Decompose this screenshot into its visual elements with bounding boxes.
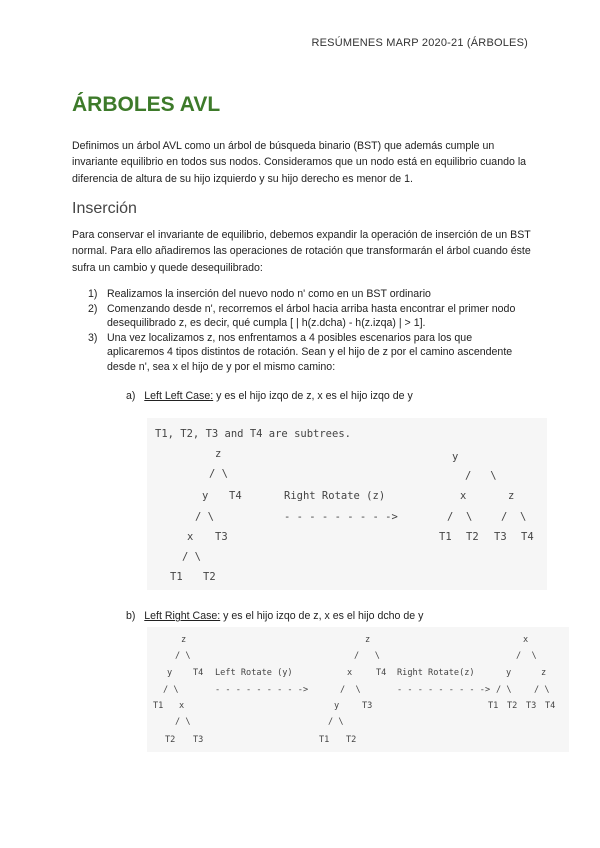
tree-edge: / \ xyxy=(340,685,361,695)
tree-node-t1: T1 xyxy=(170,571,183,583)
list-item xyxy=(72,287,522,302)
tree-node-z: z xyxy=(365,635,371,645)
tree-node-t1: T1 xyxy=(488,701,499,711)
intro-paragraph: Definimos un árbol AVL como un árbol de búsqueda binario (BST) que además cumple un invariante equilibrio en todos sus nodos. Consideramos que un nodo está en equilibrio cuando la diferencia de altura de su hijo izquierdo y su hijo derecho es menor de 1. xyxy=(72,140,527,185)
tree-node-t3: T3 xyxy=(526,701,537,711)
tree-node-y: y xyxy=(202,490,209,502)
rotation-arrow: - - - - - - - - -> xyxy=(284,511,398,523)
tree-node-x: x xyxy=(187,531,194,543)
case-b-prefix: b) xyxy=(126,610,136,622)
list-item-number: 1) xyxy=(88,288,98,300)
tree-edge: / \ xyxy=(182,551,201,563)
case-b-label: Left Right Case: xyxy=(144,610,221,622)
code-block-left-right xyxy=(147,627,569,752)
tree-edge: / \ xyxy=(163,685,179,695)
tree-edge: / \ xyxy=(328,717,344,727)
code-block-left-left xyxy=(147,418,547,590)
tree-node-t2: T2 xyxy=(507,701,518,711)
tree-edge: / \ xyxy=(447,511,473,523)
tree-edge: / \ xyxy=(209,468,228,480)
tree-edge: / \ xyxy=(465,470,497,482)
tree-node-x: x xyxy=(523,635,529,645)
tree-node-z: z xyxy=(508,490,515,502)
tree-node-x: x xyxy=(179,701,185,711)
list-item-text: Comenzando desde n', recorremos el árbol hacia arriba hasta encontrar el primer nodo desequilibrado z, es decir, qué cumpla [ | h(z.dcha) - h(z.izqa) | > 1]. xyxy=(107,302,516,330)
list-item-text: Realizamos la inserción del nuevo nodo n' como en un BST ordinario xyxy=(107,288,431,300)
tree-edge: / \ xyxy=(195,511,214,523)
page-title: ÁRBOLES AVL xyxy=(72,93,221,116)
tree-node-t3: T3 xyxy=(193,735,204,745)
list-item-number: 3) xyxy=(88,331,98,344)
case-a-prefix: a) xyxy=(126,390,136,402)
case-a-label: Left Left Case: xyxy=(144,390,214,402)
tree-node-t2: T2 xyxy=(203,571,216,583)
list-item-text: Una vez localizamos z, nos enfrentamos a 4 posibles escenarios para los que aplicaremos 4 tipos distintos de rotación. Sean y el hijo de z por el camino ascendente desde n', sea x el hijo de y por el mismo camino: xyxy=(107,331,513,373)
case-a-heading xyxy=(126,390,413,402)
insertion-steps-list xyxy=(72,287,522,375)
tree-node-t4: T4 xyxy=(193,668,204,678)
tree-node-z: z xyxy=(215,448,222,460)
tree-node-t4: T4 xyxy=(545,701,556,711)
tree-node-t2: T2 xyxy=(165,735,176,745)
tree-node-t4: T4 xyxy=(521,531,534,543)
insercion-paragraph: Para conservar el invariante de equilibrio, debemos expandir la operación de inserción de un BST normal. Para ello añadiremos las operaciones de rotación que transformarán el árbol cuando éste sufra un cambio y quede desequilibrado: xyxy=(72,229,531,274)
rotation-label-1: Left Rotate (y) xyxy=(215,668,293,678)
page-header: RESÚMENES MARP 2020-21 (ÁRBOLES) xyxy=(311,37,528,49)
tree-edge: / \ xyxy=(354,651,380,661)
case-b-text: y es el hijo izqo de z, x es el hijo dcho de y xyxy=(220,610,424,622)
section-heading-insercion: Inserción xyxy=(72,200,137,217)
rotation-arrow-1: - - - - - - - - -> xyxy=(215,685,309,695)
diagram-heading: T1, T2, T3 and T4 are subtrees. xyxy=(155,428,351,440)
tree-edge: / \ xyxy=(516,651,537,661)
rotation-arrow-2: - - - - - - - - -> xyxy=(397,685,491,695)
tree-node-t4: T4 xyxy=(376,668,387,678)
tree-node-y: y xyxy=(167,668,173,678)
tree-node-t3: T3 xyxy=(362,701,373,711)
list-item xyxy=(72,302,522,331)
tree-node-x: x xyxy=(460,490,467,502)
tree-node-t4: T4 xyxy=(229,490,242,502)
list-item-number: 2) xyxy=(88,302,98,315)
tree-edge: / \ xyxy=(175,651,191,661)
tree-node-y: y xyxy=(452,451,459,463)
tree-node-x: x xyxy=(347,668,353,678)
tree-node-z: z xyxy=(541,668,547,678)
tree-node-t2: T2 xyxy=(346,735,357,745)
tree-edge: / \ xyxy=(534,685,550,695)
tree-node-t1: T1 xyxy=(439,531,452,543)
tree-edge: / \ xyxy=(501,511,527,523)
tree-node-z: z xyxy=(181,635,187,645)
tree-node-y: y xyxy=(334,701,340,711)
tree-node-y: y xyxy=(506,668,512,678)
tree-node-t3: T3 xyxy=(494,531,507,543)
tree-edge: / \ xyxy=(496,685,512,695)
tree-edge: / \ xyxy=(175,717,191,727)
tree-node-t3: T3 xyxy=(215,531,228,543)
case-a-text: y es el hijo izqo de z, x es el hijo izqo de y xyxy=(213,390,413,402)
case-b-heading xyxy=(126,610,423,622)
tree-node-t2: T2 xyxy=(466,531,479,543)
tree-node-t1: T1 xyxy=(319,735,330,745)
tree-node-t1: T1 xyxy=(153,701,164,711)
rotation-label-2: Right Rotate(z) xyxy=(397,668,475,678)
rotation-label: Right Rotate (z) xyxy=(284,490,386,502)
list-item xyxy=(72,331,522,375)
